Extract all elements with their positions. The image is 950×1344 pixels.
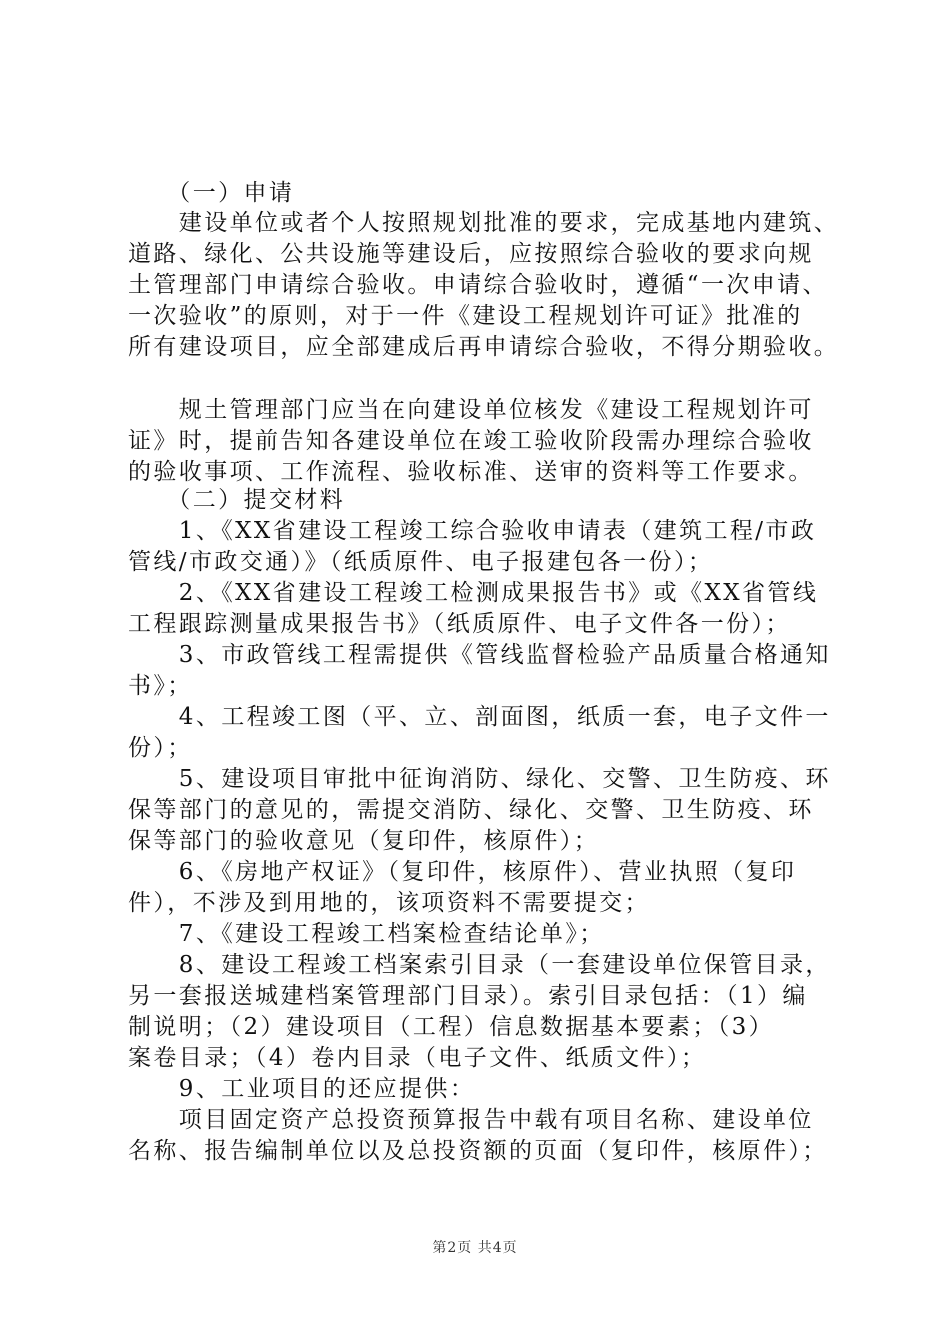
list-item-line: 7、《建设工程竣工档案检查结论单》；	[128, 921, 605, 947]
paragraph-line: 土管理部门申请综合验收。申请综合验收时，遵循“一次申请、	[128, 272, 828, 298]
list-item-line: 6、《房地产权证》（复印件，核原件）、营业执照（复印	[128, 859, 797, 885]
list-item-line: 制说明；（2）建设项目（工程）信息数据基本要素；（3）	[128, 1014, 775, 1040]
list-item-line: 书》；	[128, 673, 193, 699]
list-item-line: 4、工程竣工图（平、立、剖面图，纸质一套，电子文件一	[128, 704, 831, 730]
section-heading-apply: （一）申请	[128, 180, 295, 206]
paragraph-line: 所有建设项目，应全部建成后再申请综合验收，不得分期验收。	[128, 334, 840, 360]
list-item-line: 9、工业项目的还应提供：	[128, 1076, 476, 1102]
list-item-line: 份）；	[128, 735, 193, 761]
paragraph-line: 规土管理部门应当在向建设单位核发《建设工程规划许可	[128, 397, 814, 423]
page-number-footer: 第2页 共4页	[432, 1240, 518, 1256]
paragraph-line: 建设单位或者个人按照规划批准的要求，完成基地内建筑、	[128, 210, 840, 236]
paragraph-line: 名称、报告编制单位以及总投资额的页面（复印件，核原件）；	[128, 1138, 828, 1164]
list-item-line: 保等部门的验收意见（复印件，核原件）；	[128, 828, 600, 854]
list-item-line: 2、《XX省建设工程竣工检测成果报告书》或《XX省管线	[128, 580, 819, 606]
list-item-line: 件），不涉及到用地的，该项资料不需要提交；	[128, 890, 650, 916]
list-item-line: 5、建设项目审批中征询消防、绿化、交警、卫生防疫、环	[128, 766, 831, 792]
paragraph-line: 道路、绿化、公共设施等建设后，应按照综合验收的要求向规	[128, 241, 814, 267]
paragraph-line: 一次验收”的原则，对于一件《建设工程规划许可证》批准的	[128, 303, 803, 329]
paragraph-line: 证》时，提前告知各建设单位在竣工验收阶段需办理综合验收	[128, 428, 814, 454]
paragraph-line: 项目固定资产总投资预算报告中载有项目名称、建设单位	[128, 1107, 814, 1133]
list-item-line: 3、市政管线工程需提供《管线监督检验产品质量合格通知	[128, 642, 831, 668]
list-item-line: 8、建设工程竣工档案索引目录（一套建设单位保管目录，	[128, 952, 831, 978]
list-item-line: 1、《XX省建设工程竣工综合验收申请表（建筑工程/市政	[128, 518, 817, 544]
paragraph-line: 的验收事项、工作流程、验收标准、送审的资料等工作要求。	[128, 459, 814, 485]
list-item-line: 案卷目录；（4）卷内目录（电子文件、纸质文件）；	[128, 1045, 707, 1071]
list-item-line: 工程跟踪测量成果报告书》（纸质原件、电子文件各一份）；	[128, 611, 791, 637]
section-heading-materials: （二）提交材料	[128, 487, 346, 513]
list-item-line: 保等部门的意见的，需提交消防、绿化、交警、卫生防疫、环	[128, 797, 814, 823]
list-item-line: 另一套报送城建档案管理部门目录）。索引目录包括：（1）编	[128, 983, 808, 1009]
list-item-line: 管线/市政交通）》（纸质原件、电子报建包各一份）；	[128, 549, 714, 575]
